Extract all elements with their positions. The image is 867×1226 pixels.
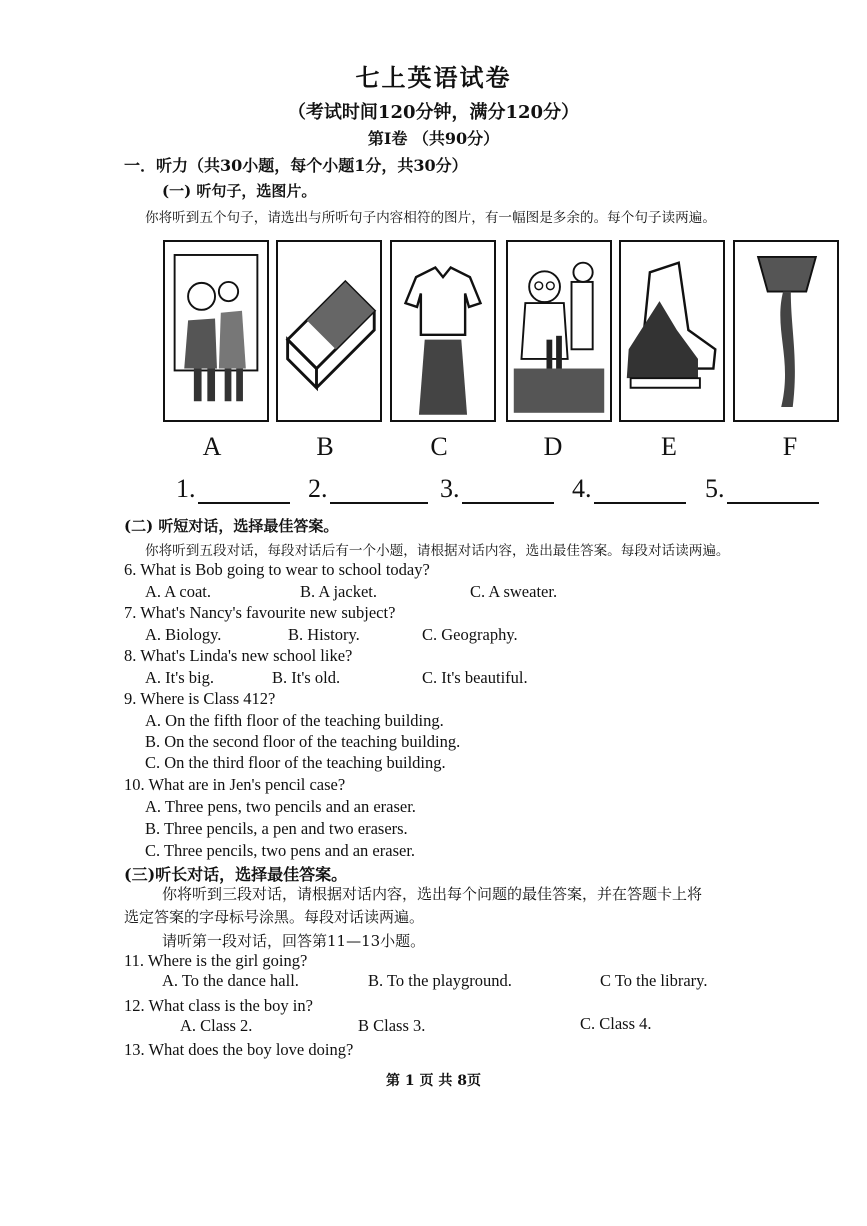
question-8: 8. What's Linda's new school like? bbox=[124, 646, 353, 665]
option[interactable]: A. A coat. bbox=[145, 582, 211, 601]
sub3-heading: (三)听长对话，选择最佳答案。 bbox=[124, 865, 348, 884]
option[interactable]: A. It's big. bbox=[145, 668, 214, 687]
picture-c bbox=[390, 240, 496, 422]
option[interactable]: C. On the third floor of the teaching building. bbox=[145, 753, 446, 772]
sub2-heading: (二) 听短对话，选择最佳答案。 bbox=[124, 517, 339, 535]
picture-letter: C bbox=[430, 432, 448, 461]
picture-letter: E bbox=[661, 432, 677, 461]
option[interactable]: B. Three pencils, a pen and two erasers. bbox=[145, 819, 408, 838]
sub1-instruction: 你将听到五个句子，请选出与所听句子内容相符的图片，有一幅图是多余的。每个句子读两遍。 bbox=[145, 210, 716, 226]
option[interactable]: A. Three pens, two pencils and an eraser. bbox=[145, 797, 416, 816]
picture-letter: A bbox=[202, 432, 222, 461]
picture-f bbox=[733, 240, 839, 422]
exam-info: （考试时间120分钟，满分120分） bbox=[287, 102, 580, 123]
option[interactable]: A. To the dance hall. bbox=[162, 971, 299, 990]
blank-number: 5. bbox=[705, 474, 725, 503]
blank-number: 3. bbox=[440, 474, 460, 503]
answer-blank[interactable] bbox=[308, 474, 428, 504]
option[interactable]: A. Biology. bbox=[145, 625, 222, 644]
science-lab-icon bbox=[508, 242, 610, 420]
option[interactable]: C. A sweater. bbox=[470, 582, 558, 601]
sneakers-icon bbox=[621, 242, 723, 420]
option[interactable]: A. Class 2. bbox=[180, 1016, 253, 1035]
sub3-instruction-line2: 选定答案的字母标号涂黑。每段对话读两遍。 bbox=[124, 908, 425, 926]
blank-number: 1. bbox=[176, 474, 196, 503]
picture-a bbox=[163, 240, 269, 422]
option[interactable]: B. It's old. bbox=[272, 668, 341, 687]
picture-b bbox=[276, 240, 382, 422]
sub2-instruction: 你将听到五段对话，每段对话后有一个小题，请根据对话内容，选出最佳答案。每段对话读两遍。 bbox=[145, 543, 730, 559]
eraser-icon bbox=[278, 242, 380, 420]
question-11: 11. Where is the girl going? bbox=[124, 951, 308, 970]
picture-d bbox=[506, 240, 612, 422]
question-10: 10. What are in Jen's pencil case? bbox=[124, 775, 346, 794]
volume-heading: 第Ⅰ卷 （共90分） bbox=[367, 129, 500, 148]
page-title: 七上英语试卷 bbox=[355, 63, 512, 92]
ice-cream-icon bbox=[735, 242, 837, 420]
question-7: 7. What's Nancy's favourite new subject? bbox=[124, 603, 396, 622]
answer-blank[interactable] bbox=[705, 474, 819, 504]
sub1-heading: (一) 听句子，选图片。 bbox=[162, 182, 317, 200]
family-photo-icon bbox=[165, 242, 267, 420]
question-13: 13. What does the boy love doing? bbox=[124, 1040, 354, 1059]
shirt-skirt-icon bbox=[392, 242, 494, 420]
option[interactable]: C. Class 4. bbox=[580, 1014, 652, 1033]
blank-number: 2. bbox=[308, 474, 328, 503]
option[interactable]: A. On the fifth floor of the teaching building. bbox=[145, 711, 444, 730]
option[interactable]: B. To the playground. bbox=[368, 971, 512, 990]
part1-heading: 一．听力（共30小题，每个小题1分，共30分） bbox=[124, 156, 468, 175]
question-12: 12. What class is the boy in? bbox=[124, 996, 313, 1015]
picture-letter: D bbox=[543, 432, 563, 461]
option[interactable]: B. On the second floor of the teaching building. bbox=[145, 732, 461, 751]
option[interactable]: B. History. bbox=[288, 625, 360, 644]
blank-number: 4. bbox=[572, 474, 592, 503]
picture-letter: F bbox=[782, 432, 798, 461]
question-9: 9. Where is Class 412? bbox=[124, 689, 276, 708]
sub3-listen-note: 请听第一段对话，回答第11—13小题。 bbox=[162, 932, 426, 950]
option[interactable]: B. A jacket. bbox=[300, 582, 377, 601]
option[interactable]: C. Three pencils, two pens and an eraser. bbox=[145, 841, 416, 860]
sub3-instruction-line1: 你将听到三段对话，请根据对话内容，选出每个问题的最佳答案，并在答题卡上将 bbox=[162, 885, 703, 903]
answer-blank[interactable] bbox=[572, 474, 686, 504]
answer-blank[interactable] bbox=[440, 474, 554, 504]
answer-blank[interactable] bbox=[176, 474, 290, 504]
option[interactable]: B Class 3. bbox=[358, 1016, 426, 1035]
option[interactable]: C. It's beautiful. bbox=[422, 668, 528, 687]
question-6: 6. What is Bob going to wear to school today? bbox=[124, 560, 430, 579]
option[interactable]: C To the library. bbox=[600, 971, 708, 990]
option[interactable]: C. Geography. bbox=[422, 625, 518, 644]
picture-letter: B bbox=[316, 432, 334, 461]
picture-e bbox=[619, 240, 725, 422]
page-footer: 第 1 页 共 8页 bbox=[386, 1073, 481, 1089]
